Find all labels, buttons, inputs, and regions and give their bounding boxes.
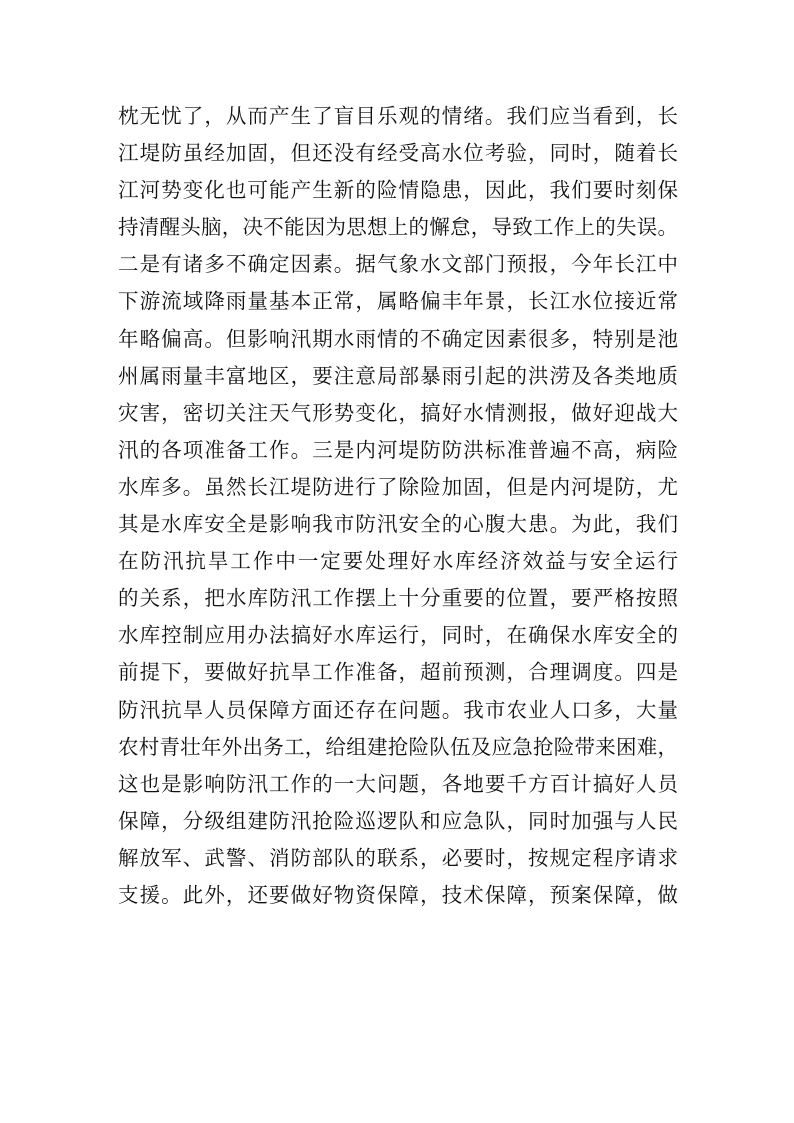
text-line-16: 前提下，要做好抗旱工作准备，超前预测，合理调度。四是 — [118, 660, 678, 685]
body-text — [118, 98, 678, 914]
text-line-21: 解放军、武警、消防部队的联系，必要时，按规定程序请求 — [118, 845, 678, 870]
text-line-7: 年略偏高。但影响汛期水雨情的不确定因素很多，特别是池 — [118, 326, 678, 351]
text-line-18: 农村青壮年外出务工，给组建抢险队伍及应急抢险带来困难， — [118, 734, 678, 759]
text-line-19: 这也是影响防汛工作的一大问题，各地要千方百计搞好人员 — [118, 771, 678, 796]
text-line-6: 下游流域降雨量基本正常，属略偏丰年景，长江水位接近常 — [118, 289, 678, 314]
text-line-22: 支援。此外，还要做好物资保障，技术保障，预案保障，做 — [118, 882, 678, 907]
text-line-13: 在防汛抗旱工作中一定要处理好水库经济效益与安全运行 — [118, 549, 678, 574]
text-line-3: 江河势变化也可能产生新的险情隐患，因此，我们要时刻保 — [118, 178, 678, 203]
text-line-11: 水库多。虽然长江堤防进行了除险加固，但是内河堤防，尤 — [118, 474, 678, 499]
text-line-15: 水库控制应用办法搞好水库运行，同时，在确保水库安全的 — [118, 623, 678, 648]
text-line-17: 防汛抗旱人员保障方面还存在问题。我市农业人口多，大量 — [118, 697, 678, 722]
text-line-9: 灾害，密切关注天气形势变化，搞好水情测报，做好迎战大 — [118, 400, 678, 425]
text-line-10: 汛的各项准备工作。三是内河堤防防洪标准普遍不高，病险 — [118, 437, 678, 462]
text-line-12: 其是水库安全是影响我市防汛安全的心腹大患。为此，我们 — [118, 512, 678, 537]
text-line-5: 二是有诸多不确定因素。据气象水文部门预报，今年长江中 — [118, 252, 678, 277]
text-line-1: 枕无忧了，从而产生了盲目乐观的情绪。我们应当看到，长 — [118, 104, 678, 128]
text-line-2: 江堤防虽经加固，但还没有经受高水位考验，同时，随着长 — [118, 141, 678, 166]
text-line-8: 州属雨量丰富地区，要注意局部暴雨引起的洪涝及各类地质 — [118, 363, 678, 388]
text-line-20: 保障，分级组建防汛抢险巡逻队和应急队，同时加强与人民 — [118, 808, 678, 833]
text-line-4: 持清醒头脑，决不能因为思想上的懈怠，导致工作上的失误。 — [118, 215, 678, 240]
text-line-14: 的关系，把水库防汛工作摆上十分重要的位置，要严格按照 — [118, 586, 678, 611]
